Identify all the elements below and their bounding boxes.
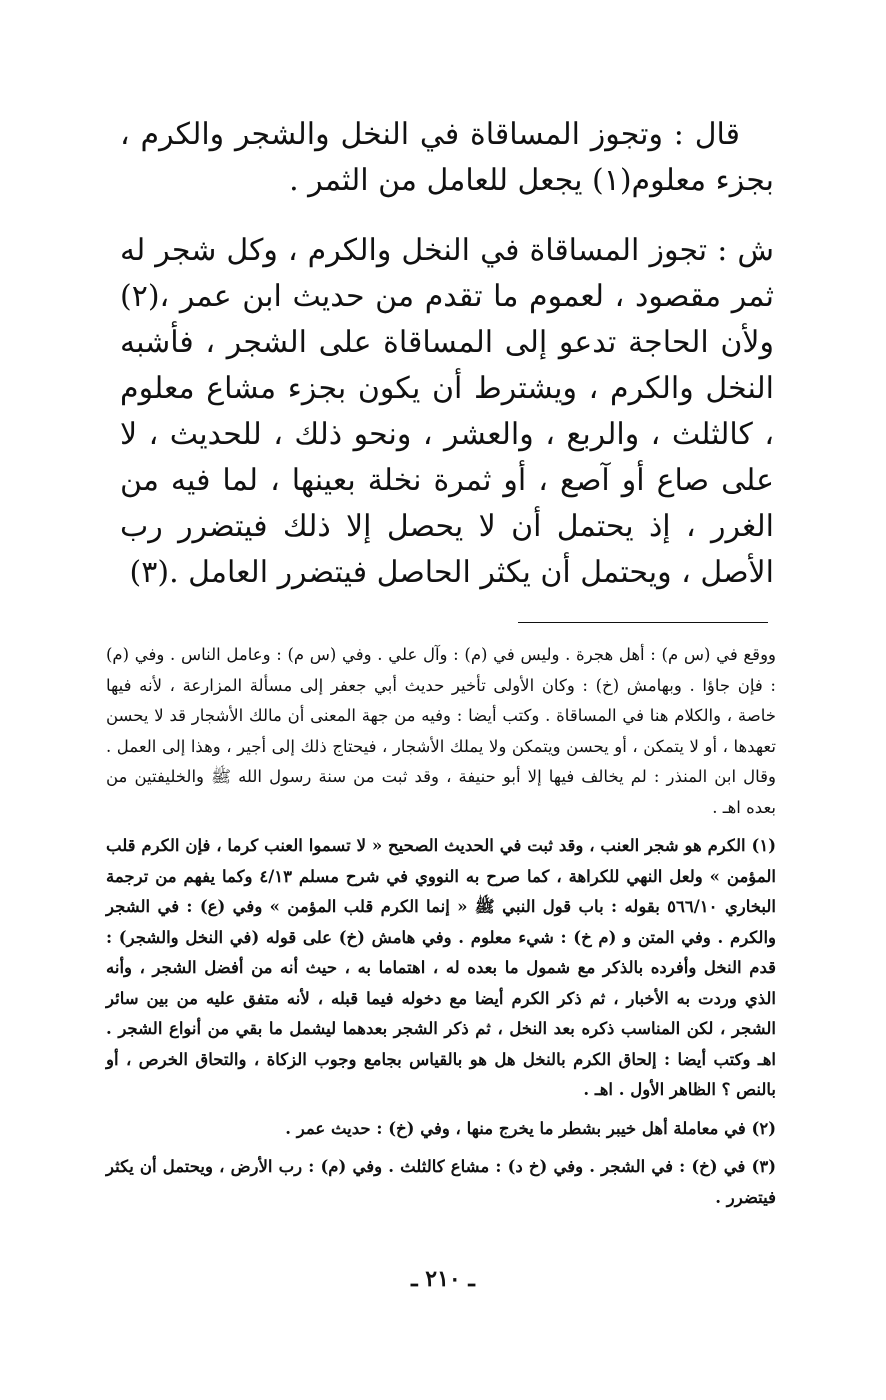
footnotes xyxy=(106,640,776,1221)
footnote-divider xyxy=(518,622,768,623)
matn-paragraph: قال : وتجوز المساقاة في النخل والشجر والكرم ، بجزء معلوم(١) يجعل للعامل من الثمر . xyxy=(120,117,774,198)
footnote-continued: ووقع في (س م) : أهل هجرة . وليس في (م) : وآل علي . وفي (س م) : وعامل الناس . وفي (م) : فإن جاؤا . وبهامش (خ) : وكان الأولى تأخير حديث أبي جعفر إلى مسألة المزارعة ، لأنه فيها خاصة ، والكلام هنا في المساقاة . وكتب أيضا : وفيه من جهة المعنى أن مالك الأشجار قد لا يحسن تعهدها ، أو لا يتمكن ، أو يحسن ويتمكن ولا يملك الأشجار ، فيحتاج ذلك إلى أجير ، وهذا إلى العمل . وقال ابن المنذر : لم يخالف فيها إلا أبو حنيفة ، وقد ثبت من سنة رسول الله ﷺ والخليفتين من بعده اهـ . xyxy=(106,645,776,817)
main-text xyxy=(120,112,774,620)
footnote-2: (٢) في معاملة أهل خيبر بشطر ما يخرج منها ، وفي (خ) : حديث عمر . xyxy=(285,1118,776,1138)
footnote-1: (١) الكرم هو شجر العنب ، وقد ثبت في الحديث الصحيح « لا تسموا العنب كرما ، فإن الكرم قلب المؤمن » ولعل النهي للكراهة ، كما صرح به النووي في شرح مسلم ٤/١٣ وكما يفهم من ترجمة البخاري ٥٦٦/١٠ بقوله : باب قول النبي ﷺ « إنما الكرم قلب المؤمن » وفي (ع) : في الشجر والكرم . وفي المتن و (م خ) : شيء معلوم . وفي هامش (خ) على قوله (في النخل والشجر) : قدم النخل وأفرده بالذكر مع شمول ما بعده له ، اهتماما به ، حيث أنه من أفضل الشجر ، وأنه الذي وردت به الأخبار ، ثم ذكر الكرم أيضا مع دخوله فيما قبله ، لأنه متفق عليه من بين سائر الشجر ، لكن المناسب ذكره بعد النخل ، ثم ذكر الشجر بعدهما ليشمل ما بقي من أنواع الشجر . اهـ وكتب أيضا : إلحاق الكرم بالنخل هل هو بالقياس بجامع وجوب الزكاة ، والتحاق الخرص ، أو بالنص ؟ الظاهر الأول . اهـ . xyxy=(106,836,776,1099)
sharh-paragraph: ش : تجوز المساقاة في النخل والكرم ، وكل شجر له ثمر مقصود ، لعموم ما تقدم من حديث ابن عمر ،(٢) ولأن الحاجة تدعو إلى المساقاة على الشجر ، فأشبه النخل والكرم ، ويشترط أن يكون بجزء مشاع معلوم ، كالثلث ، والربع ، والعشر ، ونحو ذلك ، للحديث ، لا على صاع أو آصع ، أو ثمرة نخلة بعينها ، لما فيه من الغرر ، إذ يحتمل أن لا يحصل إلا ذلك فيتضرر رب الأصل ، ويحتمل أن يكثر الحاصل فيتضرر العامل .(٣) xyxy=(120,233,774,590)
page-number: ـ ٢١٠ ـ xyxy=(411,1266,475,1292)
footnote-3: (٣) في (خ) : في الشجر . وفي (خ د) : مشاع كالثلث . وفي (م) : رب الأرض ، ويحتمل أن يكثر فيتضرر . xyxy=(106,1157,776,1207)
